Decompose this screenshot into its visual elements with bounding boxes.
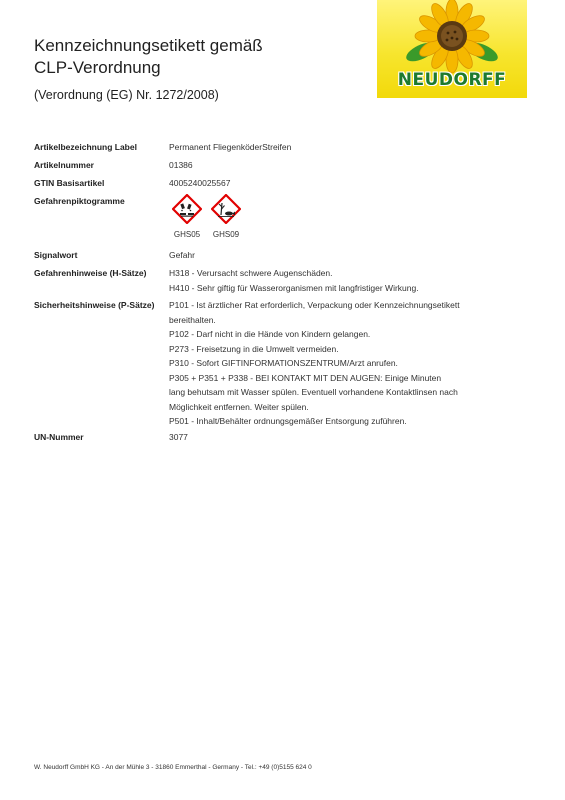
precautionary-line: bereithalten. <box>169 314 216 325</box>
precautionary-line: P501 - Inhalt/Behälter ordnungsgemäßer Entsorgung zuführen. <box>169 416 407 426</box>
environment-icon <box>211 194 241 224</box>
pictogram-group <box>169 194 259 240</box>
title-line-1: Kennzeichnungsetikett gemäß <box>34 36 263 55</box>
gtin-value: 4005240025567 <box>169 178 231 188</box>
signal-word-value: Gefahr <box>169 250 195 260</box>
article-name-label: Artikelbezeichnung Label <box>34 142 137 152</box>
title-line-2: CLP-Verordnung <box>34 58 161 77</box>
pictogram-code-2: GHS09 <box>212 230 240 239</box>
precautionary-statements-label: Sicherheitshinweise (P-Sätze) <box>34 300 155 310</box>
article-number-value: 01386 <box>169 160 193 170</box>
precautionary-line: P101 - Ist ärztlicher Rat erforderlich, Verpackung oder Kennzeichnungsetikett <box>169 300 460 310</box>
article-number-label: Artikelnummer <box>34 160 94 170</box>
precautionary-line: P273 - Freisetzung in die Umwelt vermeiden. <box>169 343 339 354</box>
pictogram-code-1: GHS05 <box>173 230 201 239</box>
article-name-value: Permanent FliegenköderStreifen <box>169 142 292 152</box>
precautionary-line: P305 + P351 + P338 - BEI KONTAKT MIT DEN AUGEN: Einige Minuten <box>169 372 442 383</box>
brand-name: NEUDORFF <box>397 70 507 90</box>
hazard-statement: H318 - Verursacht schwere Augenschäden. <box>169 268 333 278</box>
signal-word-label: Signalwort <box>34 250 78 260</box>
un-number-value: 3077 <box>169 432 188 442</box>
precautionary-line: Möglichkeit entfernen. Weiter spülen. <box>169 401 309 412</box>
precautionary-line: lang behutsam mit Wasser spülen. Eventuell vorhandene Kontaktlinsen nach <box>169 387 458 397</box>
hazard-statement: H410 - Sehr giftig für Wasserorganismen mit langfristiger Wirkung. <box>169 282 419 293</box>
precautionary-line: P310 - Sofort GIFTINFORMATIONSZENTRUM/Arzt anrufen. <box>169 358 398 368</box>
footer-address: W. Neudorff GmbH KG - An der Mühle 3 - 31860 Emmerthal - Germany - Tel.: +49 (0)5155 624 0 <box>34 764 312 771</box>
precautionary-line: P102 - Darf nicht in die Hände von Kindern gelangen. <box>169 329 371 339</box>
un-number-label: UN-Nummer <box>34 432 84 442</box>
hazard-statements-label: Gefahrenhinweise (H-Sätze) <box>34 268 147 278</box>
precautionary-statements-list <box>169 298 479 429</box>
page-title <box>34 35 263 79</box>
page-subtitle: (Verordnung (EG) Nr. 1272/2008) <box>34 88 219 102</box>
hazard-statements-list <box>169 266 479 295</box>
brand-logo <box>377 0 527 98</box>
gtin-label: GTIN Basisartikel <box>34 178 105 188</box>
corrosion-icon <box>172 194 202 224</box>
pictograms-label: Gefahrenpiktogramme <box>34 196 125 206</box>
